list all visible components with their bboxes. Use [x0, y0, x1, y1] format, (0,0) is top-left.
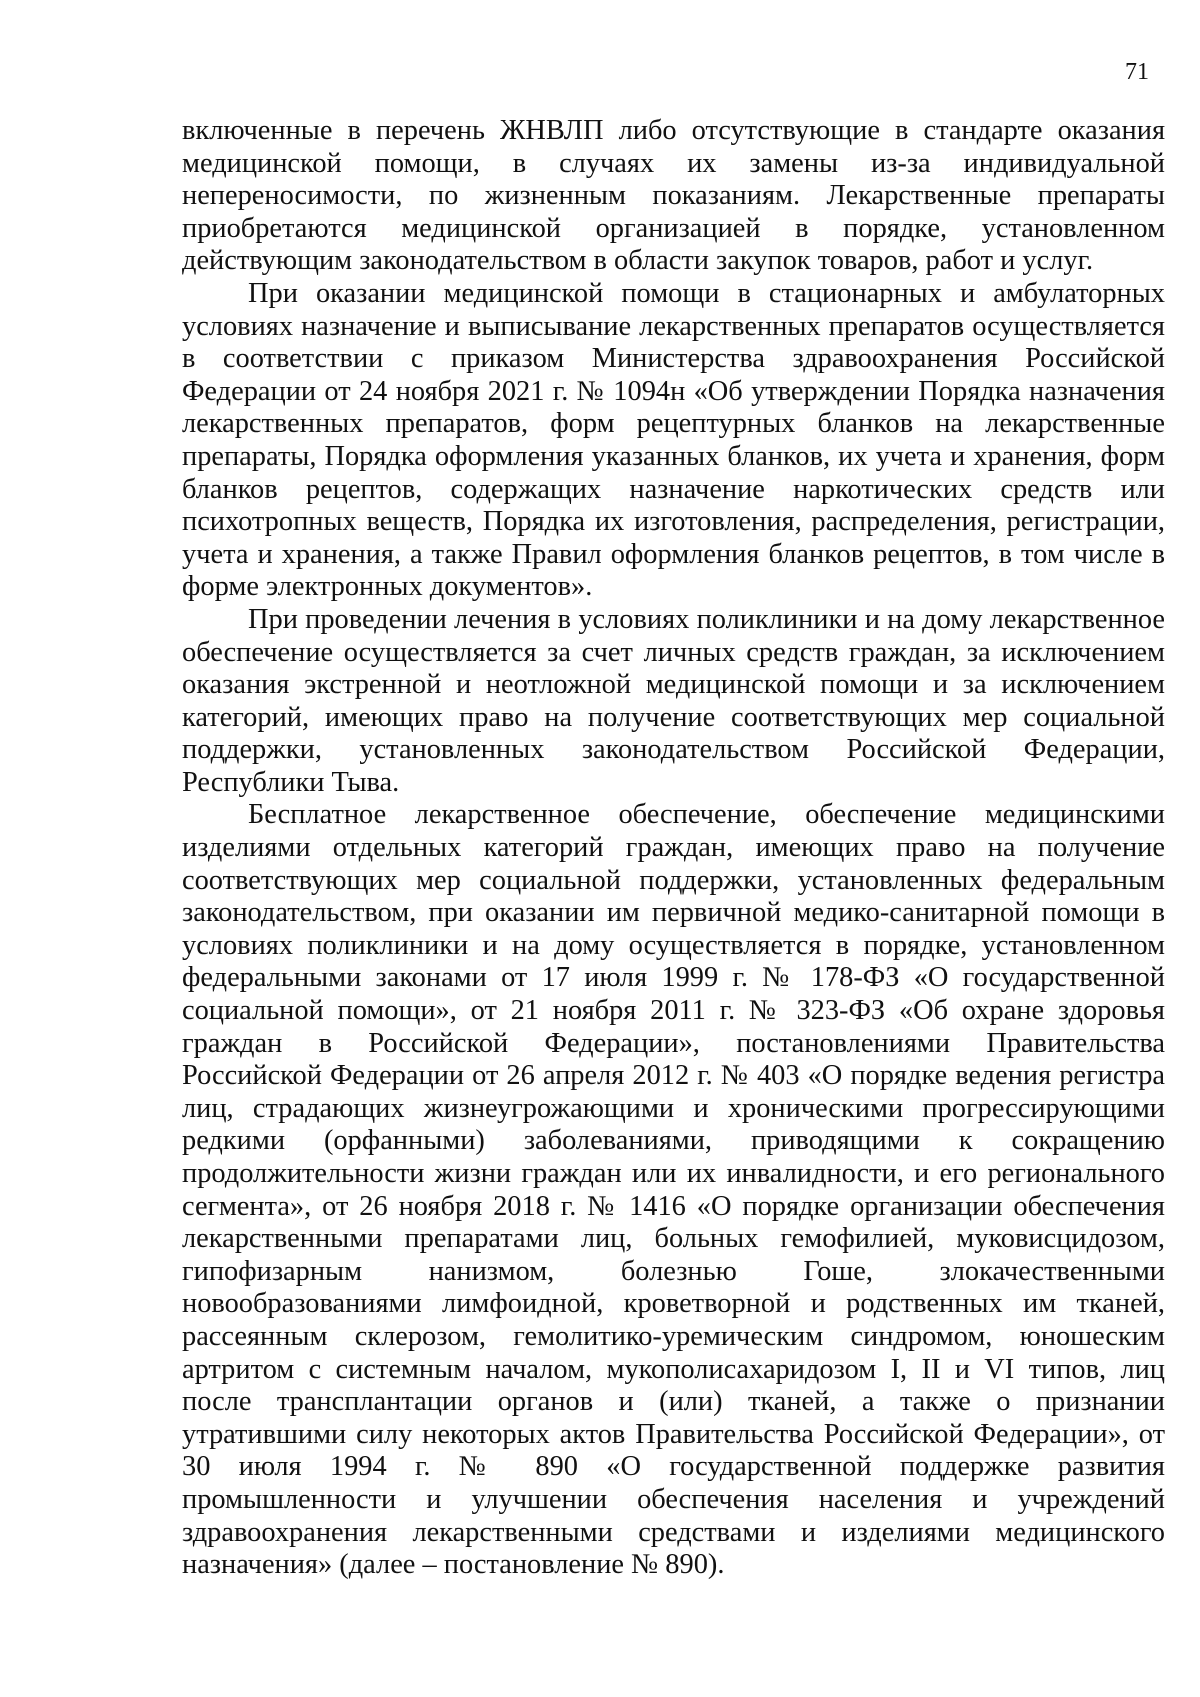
page-number: 71	[1125, 59, 1149, 85]
document-body	[182, 115, 1165, 1582]
paragraph-continued-medicines-list: включенные в перечень ЖНВЛП либо отсутствующие в стандарте оказания медицинской помощи, в случаях их замены из-за индивидуальной непереносимости, по жизненным показаниям. Лекарственные препараты приобретаются медицинской организацией в порядке, установленном действующим законодательством в области закупок товаров, работ и услуг.	[182, 115, 1165, 277]
paragraph-outpatient-provision: При проведении лечения в условиях поликлиники и на дому лекарственное обеспечение осуществляется за счет личных средств граждан, за исключением оказания экстренной и неотложной медицинской помощи и за исключением категорий, имеющих право на получение соответствующих мер социальной поддержки, установленных законодательством Российской Федерации, Республики Тыва.	[182, 603, 1165, 798]
paragraph-prescription-order: При оказании медицинской помощи в стационарных и амбулаторных условиях назначение и выписывание лекарственных препаратов осуществляется в соответствии с приказом Министерства здравоохранения Российской Федерации от 24 ноября 2021 г. № 1094н «Об утверждении Порядка назначения лекарственных препаратов, форм рецептурных бланков на лекарственные препараты, Порядка оформления указанных бланков, их учета и хранения, форм бланков рецептов, содержащих назначение наркотических средств или психотропных веществ, Порядка их изготовления, распределения, регистрации, учета и хранения, а также Правил оформления бланков рецептов, в том числе в форме электронных документов».	[182, 277, 1165, 603]
paragraph-free-provision: Бесплатное лекарственное обеспечение, обеспечение медицинскими изделиями отдельных категорий граждан, имеющих право на получение соответствующих мер социальной поддержки, установленных федеральным законодательством, при оказании им первичной медико-санитарной помощи в условиях поликлиники и на дому осуществляется в порядке, установленном федеральными законами от 17 июля 1999 г. № 178-ФЗ «О государственной социальной помощи», от 21 ноября 2011 г. № 323-ФЗ «Об охране здоровья граждан в Российской Федерации», постановлениями Правительства Российской Федерации от 26 апреля 2012 г. № 403 «О порядке ведения регистра лиц, страдающих жизнеугрожающими и хроническими прогрессирующими редкими (орфанными) заболеваниями, приводящими к сокращению продолжительности жизни граждан или их инвалидности, и его регионального сегмента», от 26 ноября 2018 г. № 1416 «О порядке организации обеспечения лекарственными препаратами лиц, больных гемофилией, муковисцидозом, гипофизарным нанизмом, болезнью Гоше, злокачественными новообразованиями лимфоидной, кроветворной и родственных им тканей, рассеянным склерозом, гемолитико-уремическим синдромом, юношеским артритом с системным началом, мукополисахаридозом I, II и VI типов, лиц после трансплантации органов и (или) тканей, а также о признании утратившими силу некоторых актов Правительства Российской Федерации», от 30 июля 1994 г. № 890 «О государственной поддержке развития промышленности и улучшении обеспечения населения и учреждений здравоохранения лекарственными средствами и изделиями медицинского назначения» (далее – постановление № 890).	[182, 799, 1165, 1581]
